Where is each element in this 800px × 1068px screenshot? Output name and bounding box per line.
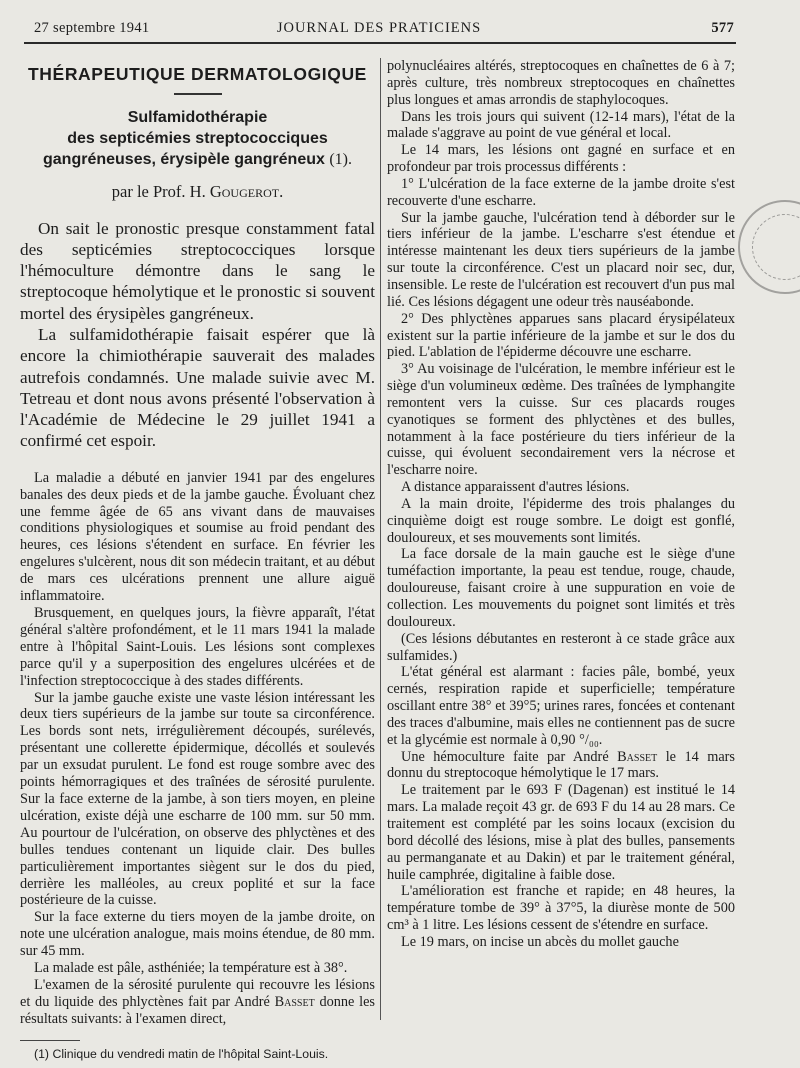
body-paragraph: Brusquement, en quelques jours, la fièvre apparaît, l'état général s'altère profondément, et le 11 mars 1941 la malade entre à l'hôpital Saint-Louis. Les lésions sont complexes parce qu'il y a superposition des engelures ulcérées et de l'infection streptococcique à des stades différents. [20,605,375,689]
body-text: le 14 mars donnu du streptocoque hémolytique le 17 mars. [387,748,735,782]
body-paragraph: La maladie a débuté en janvier 1941 par des engelures banales des deux pieds et de la jambe gauche. Évoluant chez une femme âgée de 65 ans vivant dans de mauvaises conditions physiologiques et soumise au froid pendant des heures, ces lésions s'étendent en surface. En février les engelures s'ulcèrent, nous dit son médecin traitant, et au début de mars ces ulcérations prennent une allure aiguë inflammatoire. [20,469,375,605]
footnote-rule [20,1040,80,1041]
header-date: 27 septembre 1941 [34,20,150,36]
running-header [24,20,734,40]
body-paragraph: Sur la jambe gauche, l'ulcération tend à déborder sur le tiers inférieur de la jambe. L'escharre s'est étendue et intéresse maintenant les deux tiers supérieurs de la jambe sur toute la circonférence. C'est un placard noir sec, dur, insensible. Le reste de l'ulcération est recouvert d'un pus mal lié. Ces lésions dégagent une odeur très nauséabonde. [387,209,735,310]
left-column [20,58,375,1061]
body-text: Une hémoculture faite par André [401,748,609,765]
body-paragraph: 1° L'ulcération de la face externe de la jambe droite s'est recouverte d'une escharre. [387,175,735,209]
article-title-line-3 [20,149,375,170]
body-paragraph: 3° Au voisinage de l'ulcération, le membre inférieur est le siège d'un volumineux œdème. Des traînées de lymphangite remontent vers la cuisse. Sur ces placards rouges cyanotiques se forment des phlyctènes et des bulles, notamment à la face postérieure du tiers inférieur de la cuisse, qui évoluent secondairement vers la nécrose et l'escharre noire. [387,361,735,479]
body-paragraph: Dans les trois jours qui suivent (12-14 mars), l'état de la malade s'aggrave au point de vue général et local. [387,108,735,142]
body-paragraph: (Ces lésions débutantes en resteront à ce stade grâce aux sulfamides.) [387,630,735,664]
byline-prefix: par le Prof. H. [111,181,206,201]
header-rule [24,42,736,44]
body-paragraph: Le traitement par le 693 F (Dagenan) est institué le 14 mars. La malade reçoit 43 gr. de 693 F du 14 au 28 mars. Ce traitement est complété par les soins locaux (excision du bord décollé des lésions, mise à plat des bulles, pansements au permanganate et au Dakin) et par le traitement général, huile camphrée, digitaline à faible dose. [387,782,735,883]
body-paragraph: L'état général est alarmant : facies pâle, bombé, yeux cernés, respiration rapide et superficielle; température oscillant entre 38° et 39°5; urines rares, foncées et contenant des traces d'albumine, mais elles ne contiennent pas de sucre et la glycémie est normale à 0,90 °/₀₀. [387,664,735,748]
body-paragraph: Le 19 mars, on incise un abcès du mollet gauche [401,933,679,950]
article-title-line-1: Sulfamidothérapie [127,108,268,126]
footnote-ref: (1). [329,150,352,168]
lead-paragraphs [20,218,375,452]
library-stamp [729,191,800,302]
section-rule [174,93,222,95]
author-name: Basset [274,993,315,1010]
byline [20,182,375,202]
article-title-line-2: des septicémies streptococciques [67,129,328,147]
body-paragraph: Sur la face externe du tiers moyen de la jambe droite, on note une ulcération analogue, mais moins étendue, de 80 mm. sur 45 mm. [20,909,375,960]
left-body [20,470,375,1028]
header-journal-title: JOURNAL DES PRATICIENS [276,20,482,36]
byline-author: Gougerot. [209,181,284,201]
lead-paragraph: On sait le pronostic presque constamment fatal des septicémies streptococciques lorsque l'hémoculture démontre dans le sang le streptocoque hémolytique et le pronostic si souvent mortel des érysipèles gangréneux. [20,218,375,323]
body-paragraph: Le 14 mars, les lésions ont gagné en surface et en profondeur par trois processus différents : [387,142,735,176]
body-paragraph: La malade est pâle, asthéniée; la température est à 38°. [34,960,348,977]
right-column [387,58,735,951]
section-title: THÉRAPEUTIQUE DERMATOLOGIQUE [28,64,367,84]
body-paragraph: La face dorsale de la main gauche est le siège d'une tuméfaction importante, la peau est tendue, rouge, chaude, douloureuse, faisant croire à une suppuration en voie de collection. Les mouvements du poignet sont limités et très douloureux. [387,546,735,630]
author-name: Basset [617,748,658,765]
body-paragraph: A distance apparaissent d'autres lésions. [401,479,630,496]
body-paragraph: A la main droite, l'épiderme des trois phalanges du cinquième doigt est rouge sombre. Le doigt est gonflé, douloureux, et ses mouvements sont limités. [387,495,735,546]
body-paragraph [387,749,735,783]
article-title-line-3-text: gangréneuses, érysipèle gangréneux [43,150,325,168]
body-text: L'examen de la sérosité purulente qui recouvre les lésions et du liquide des phlyctènes fait par André [20,976,375,1010]
body-paragraph: L'amélioration est franche et rapide; en 48 heures, la température tombe de 39° à 37°5, la diurèse monte de 500 cm³ à 1 litre. Les lésions cessent de s'étendre en surface. [387,883,735,934]
body-paragraph: 2° Des phlyctènes apparues sans placard érysipélateux existent sur la partie inférieure de la jambe et sur le dos du pied. L'ablation de l'épiderme découvre une escharre. [387,310,735,361]
header-page-number: 577 [711,20,734,36]
body-paragraph [20,977,375,1028]
body-text: donne les résultats suivants: à l'examen direct, [20,993,375,1027]
body-paragraph: Sur la jambe gauche existe une vaste lésion intéressant les deux tiers supérieurs de la jambe sur toute sa circonférence. Les bords sont nets, irrégulièrement découpés, surélevés, présentant une collerette épidermique, décollés et soulevés par un exsudat purulent. Le fond est rouge sombre avec des points hémorragiques et des traînées de sérosité purulente. Sur la face externe de la jambe, à son tiers moyen, en pleine ulcération, existe déjà une escharre de 100 mm. sur 50 mm. Au pourtour de l'ulcération, on observe des phlyctènes et des bulles tendues contenant un liquide clair. Des bulles particulièrement importantes siègent sur le dos du pied, derrière les malléoles, au creux poplité et sur la face postérieure de la cuisse. [20,689,375,909]
footnote: (1) Clinique du vendredi matin de l'hôpital Saint-Louis. [34,1046,329,1061]
lead-paragraph: La sulfamidothérapie faisait espérer que là encore la chimiothérapie sauverait des malades autrefois condamnés. Une malade suivie avec M. Tetreau et dont nous avons présenté l'observation à l'Académie de Médecine le 29 juillet 1941 a confirmé cet espoir. [20,324,375,451]
body-paragraph: polynucléaires altérés, streptocoques en chaînettes de 6 à 7; après culture, très nombreux streptocoques en chaînettes plus longues et amas arrondis de staphylocoques. [387,58,735,108]
column-divider [380,58,381,1020]
article-title [20,107,375,170]
